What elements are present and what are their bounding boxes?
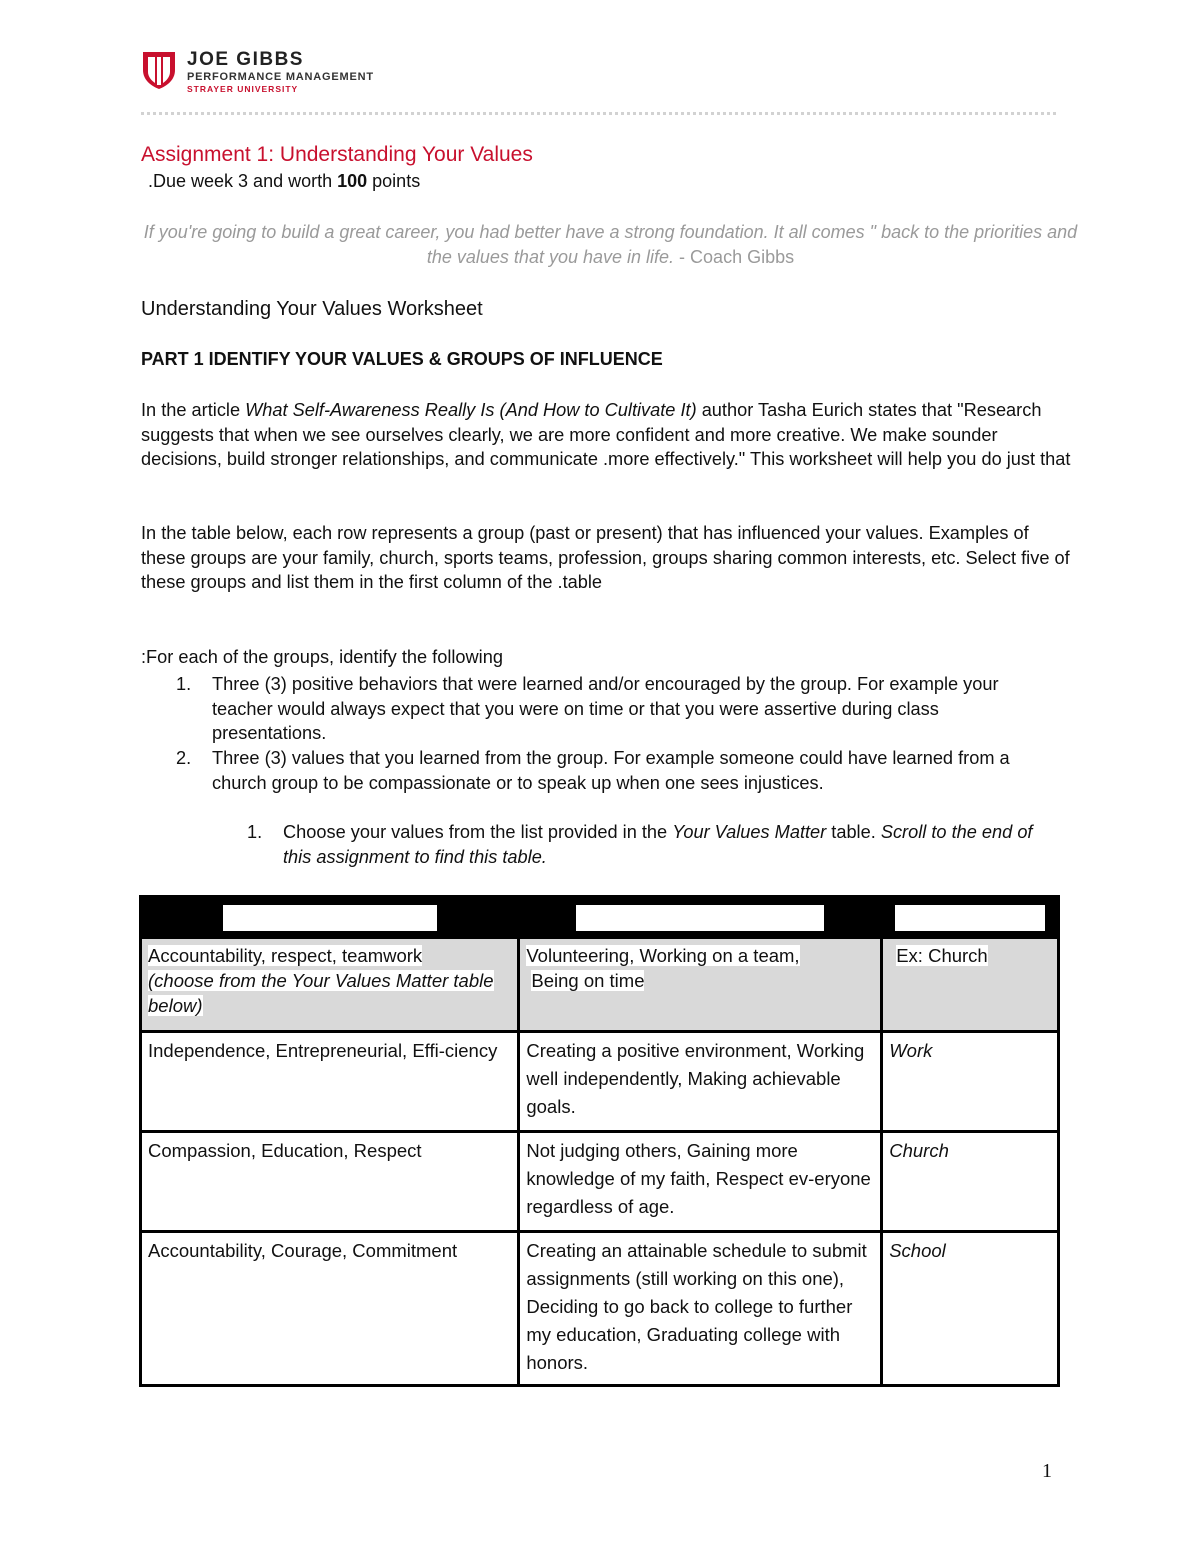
logo-university: STRAYER UNIVERSITY bbox=[187, 84, 299, 94]
shield-logo-icon bbox=[141, 50, 177, 90]
coach-quote bbox=[141, 220, 1080, 270]
logo-name: JOE GIBBS bbox=[187, 49, 304, 70]
values-table-name: Your Values Matter bbox=[672, 822, 827, 842]
behaviors-cell: Not judging others, Gaining more knowledge of my faith, Respect ev-eryone regardless of age. bbox=[519, 1132, 882, 1232]
due-suffix: points bbox=[367, 171, 421, 191]
sublist-text: Choose your values from the list provided in the bbox=[283, 822, 673, 842]
list-number: 2. bbox=[176, 748, 192, 768]
sublist-number: 1. bbox=[247, 822, 263, 842]
quote-text: If you're going to build a great career, you had better have a strong foundation. It all comes " back to the priorities and the values that you have in life. bbox=[143, 222, 1078, 267]
example-behaviors: Volunteering, Working on a team, bbox=[526, 945, 800, 966]
values-cell: Accountability, Courage, Commitment bbox=[141, 1232, 519, 1386]
logo-subtitle: PERFORMANCE MANAGEMENT bbox=[187, 71, 374, 83]
page-number: 1 bbox=[1042, 1460, 1052, 1482]
list-item: Three (3) positive behaviors that were learned and/or encouraged by the group. For example your teacher would always expect that you were on time or that you were assertive during class presentations. bbox=[212, 674, 999, 744]
group-name: Work bbox=[889, 1040, 933, 1061]
example-group-cell bbox=[882, 938, 1059, 1032]
example-behaviors-cell bbox=[519, 938, 882, 1032]
header-divider bbox=[141, 112, 1056, 115]
group-cell bbox=[882, 1232, 1059, 1386]
header-cell bbox=[519, 897, 882, 938]
group-cell bbox=[882, 1032, 1059, 1132]
sublist-item bbox=[283, 820, 1058, 869]
behaviors-cell: Creating an attainable schedule to submit assignments (still working on this one), Deciding to go back to college to further my education, Graduating college with honors. bbox=[519, 1232, 882, 1386]
example-row bbox=[141, 938, 1059, 1032]
assignment-title: Assignment 1: Understanding Your Values bbox=[141, 143, 533, 166]
behaviors-cell: Creating a positive environment, Working well independently, Making achievable goals. bbox=[519, 1032, 882, 1132]
header-cell bbox=[141, 897, 519, 938]
worksheet-heading: Understanding Your Values Worksheet bbox=[141, 298, 483, 320]
intro-paragraph-1 bbox=[141, 398, 1071, 472]
group-cell bbox=[882, 1132, 1059, 1232]
intro-text-cont: author Tasha Eurich states that "Research suggests that when we see ourselves clearly, we are more confident and more creative. We make sounder decisions, build stronger relationships, and communicate .more effectively." This worksheet will help you do just that bbox=[141, 400, 1071, 470]
header-placeholder bbox=[895, 905, 1045, 931]
intro-paragraph-2: In the table below, each row represents a group (past or present) that has influenced your values. Examples of these groups are your family, church, sports teams, profession, groups sharing common interests, etc. Select five of these groups and list them in the first column of the .table bbox=[141, 523, 1070, 593]
example-values-cell bbox=[141, 938, 519, 1032]
example-values-note: (choose from the Your Values Matter table below) bbox=[148, 970, 494, 1016]
table-row bbox=[141, 1032, 1059, 1132]
example-behaviors: Being on time bbox=[531, 970, 645, 991]
article-title: What Self-Awareness Really Is (And How to Cultivate It) bbox=[245, 400, 697, 420]
table-row bbox=[141, 1132, 1059, 1232]
intro-paragraph-3: :For each of the groups, identify the following bbox=[141, 647, 503, 667]
header-placeholder bbox=[223, 905, 437, 931]
example-group: Ex: Church bbox=[896, 945, 988, 966]
due-line bbox=[148, 171, 420, 192]
example-values: Accountability, respect, teamwork bbox=[148, 945, 423, 966]
list-item: Three (3) values that you learned from the group. For example someone could have learned from a church group to be compassionate or to speak up when one sees injustices. bbox=[212, 748, 1010, 793]
quote-attribution: - Coach Gibbs bbox=[674, 247, 795, 267]
group-name: Church bbox=[889, 1140, 949, 1161]
values-cell: Compassion, Education, Respect bbox=[141, 1132, 519, 1232]
intro-text: In the article bbox=[141, 400, 246, 420]
group-name: School bbox=[889, 1240, 946, 1261]
part1-heading: PART 1 IDENTIFY YOUR VALUES & GROUPS OF INFLUENCE bbox=[141, 349, 663, 369]
header-placeholder bbox=[576, 905, 824, 931]
logo bbox=[141, 50, 374, 94]
points-value: 100 bbox=[337, 171, 368, 191]
values-cell: Independence, Entrepreneurial, Effi-ciency bbox=[141, 1032, 519, 1132]
header-cell bbox=[882, 897, 1059, 938]
list-number: 1. bbox=[176, 674, 192, 694]
table-row bbox=[141, 1232, 1059, 1386]
sublist-text: table. bbox=[826, 822, 881, 842]
values-table bbox=[139, 895, 1060, 1387]
due-prefix: .Due week 3 and worth bbox=[148, 171, 338, 191]
table-header-row bbox=[141, 897, 1059, 938]
scroll-note: Scroll to the end of this assignment to find this table. bbox=[283, 822, 1033, 867]
